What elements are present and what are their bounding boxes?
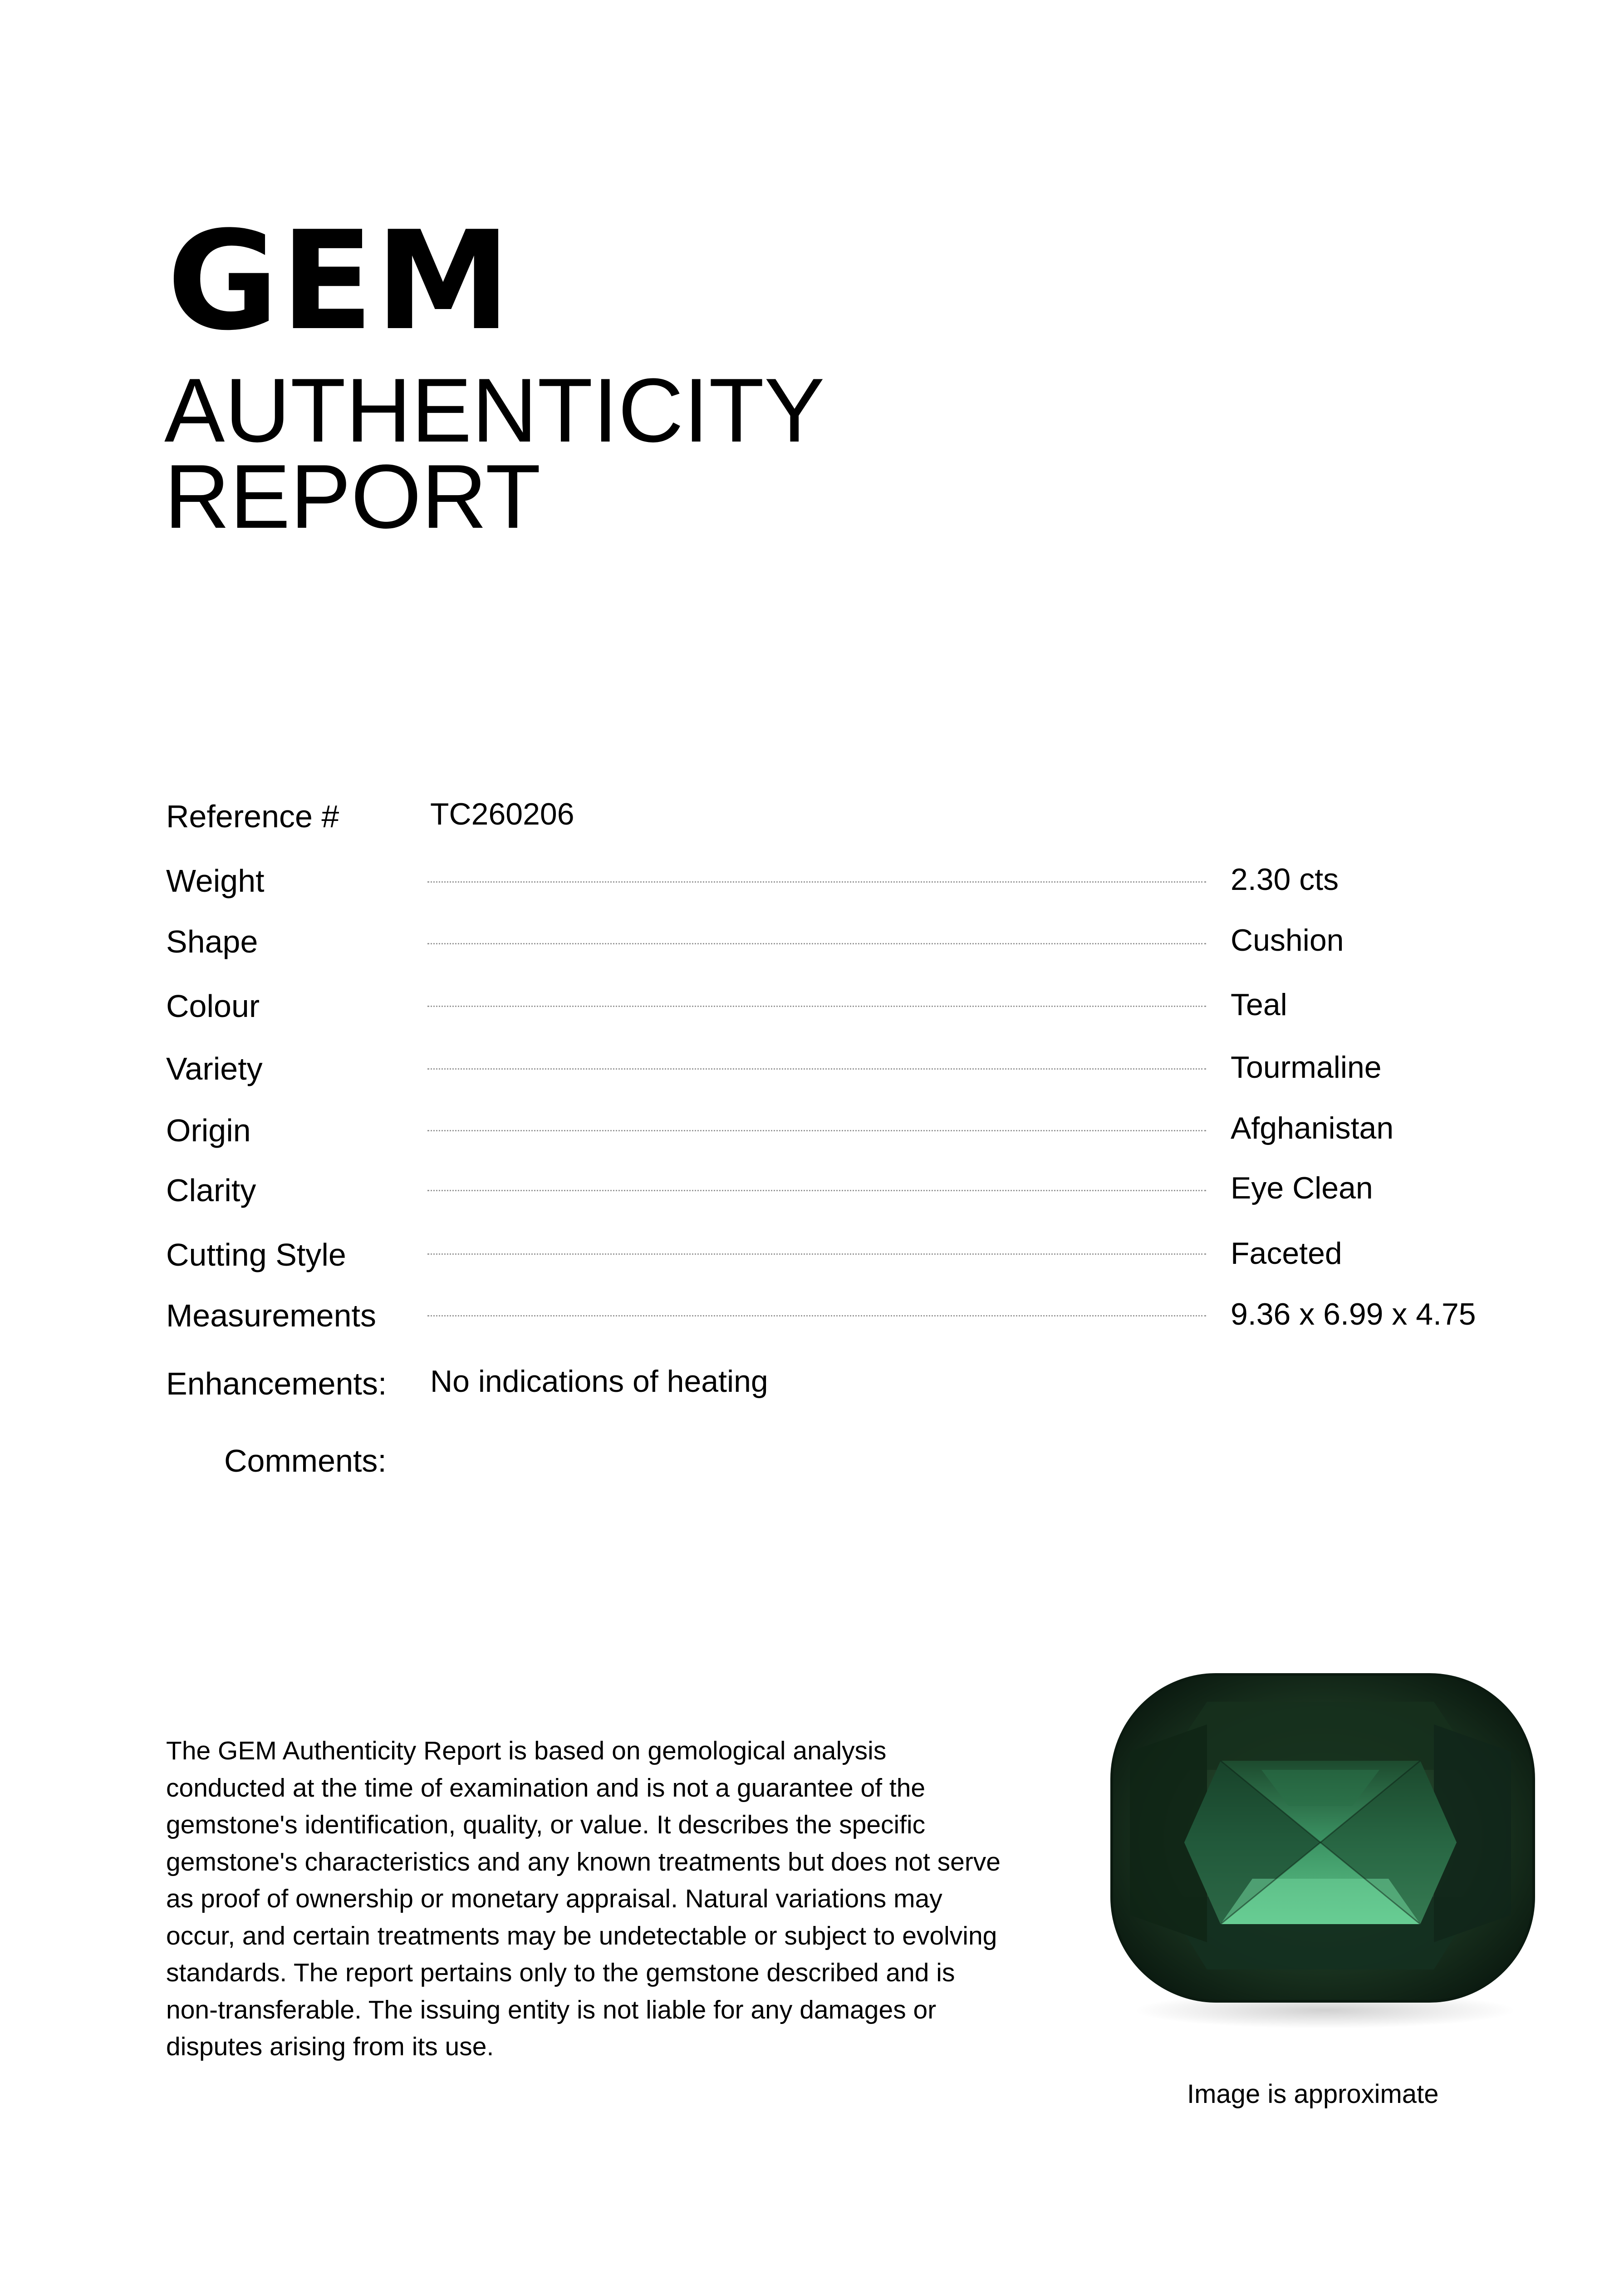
weight-value: 2.30 cts: [1231, 862, 1339, 897]
measurements-label: Measurements: [166, 1298, 376, 1333]
cutting-style-label: Cutting Style: [166, 1237, 346, 1272]
report-subtitle-line1: AUTHENTICITY: [164, 360, 825, 461]
clarity-label: Clarity: [166, 1173, 256, 1208]
variety-value: Tourmaline: [1231, 1050, 1382, 1085]
image-caption: Image is approximate: [1187, 2079, 1439, 2109]
enhancements-value: No indications of heating: [430, 1364, 768, 1399]
gemstone-photo: [1071, 1643, 1570, 2051]
measurements-value: 9.36 x 6.99 x 4.75: [1231, 1297, 1476, 1331]
enhancements-label: Enhancements:: [166, 1366, 387, 1401]
colour-label: Colour: [166, 988, 260, 1024]
reference-label: Reference #: [166, 799, 339, 834]
report-subtitle-line2: REPORT: [164, 446, 541, 547]
measurements-leader: [427, 1315, 1206, 1316]
origin-leader: [427, 1130, 1206, 1131]
weight-label: Weight: [166, 863, 265, 899]
comments-label: Comments:: [224, 1443, 387, 1478]
report-subtitle: [164, 360, 825, 547]
clarity-value: Eye Clean: [1231, 1171, 1373, 1205]
colour-value: Teal: [1231, 987, 1287, 1022]
colour-leader: [427, 1006, 1206, 1007]
cutting-style-value: Faceted: [1231, 1236, 1342, 1271]
origin-value: Afghanistan: [1231, 1111, 1394, 1145]
cutting-style-leader: [427, 1253, 1206, 1255]
report-brand-title: GEM: [167, 202, 513, 360]
origin-label: Origin: [166, 1113, 251, 1148]
shape-label: Shape: [166, 924, 258, 959]
shape-value: Cushion: [1231, 923, 1344, 958]
variety-label: Variety: [166, 1051, 263, 1086]
variety-leader: [427, 1068, 1206, 1070]
reference-value: TC260206: [430, 797, 574, 831]
disclaimer-text: The GEM Authenticity Report is based on gemological analysis conducted at the time of examination and is not a guarantee of the gemstone's identification, quality, or value. It describes the specific gemstone's characteristics and any known treatments but does not serve as proof of ownership or monetary appraisal. Natural variations may occur, and certain treatments may be undetectable or subject to evolving standards. The report pertains only to the gemstone described and is non-transferable. The issuing entity is not liable for any damages or disputes arising from its use.: [166, 1736, 1001, 2061]
clarity-leader: [427, 1190, 1206, 1191]
weight-leader: [427, 881, 1206, 883]
shape-leader: [427, 943, 1206, 944]
